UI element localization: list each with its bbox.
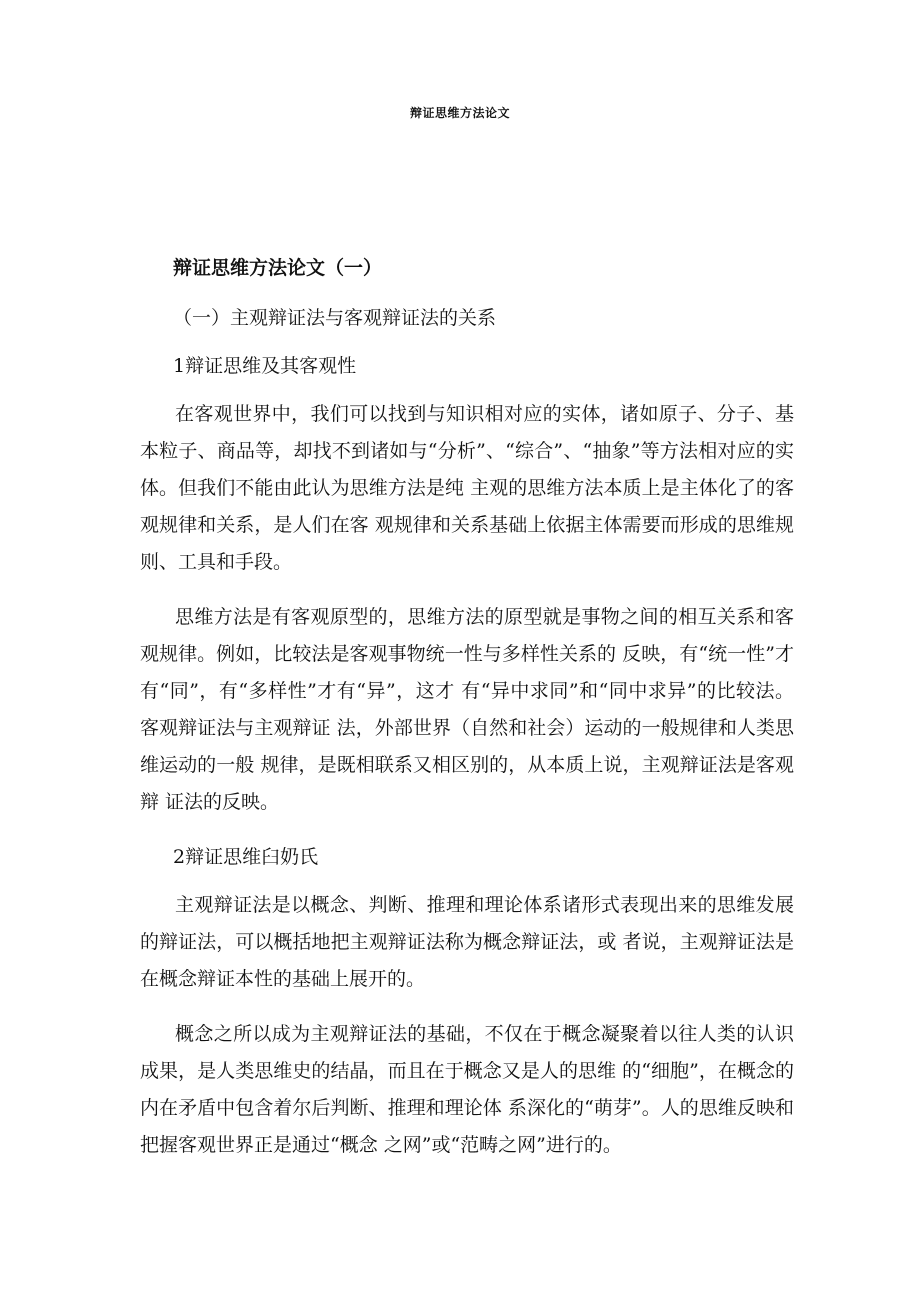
paragraph-3: 主观辩证法是以概念、判断、推理和理论体系诸形式表现出来的思维发展的辩证法，可以概括地把主观辩证法称为概念辩证法，或 者说，主观辩证法是在概念辩证本性的基础上展开的。 xyxy=(140,894,794,990)
paragraph-1: 在客观世界中，我们可以找到与知识相对应的实体，诸如原子、分子、基本粒子、商品等，却找不到诸如与“分析”、“综合”、“抽象”等方法相对应的实体。但我们不能由此认为思维方法是纯 主观的思维方法本质上是主体化了的客观规律和关系，是人们在客 观规律和关系基础上依据主体需要而形成的思维规则、工具和手段。 xyxy=(140,403,794,573)
paragraph-2: 思维方法是有客观原型的，思维方法的原型就是事物之间的相互关系和客观规律。例如，比较法是客观事物统一性与多样性关系的 反映，有“统一性”才有“同”，有“多样性”才有“异”，这才 有“异中求同”和“同中求异”的比较法。客观辩证法与主观辩证 法，外部世界（自然和社会）运动的一般规律和人类思维运动的一般 规律，是既相联系又相区别的，从本质上说，主观辩证法是客观辩 证法的反映。 xyxy=(140,606,794,813)
section-heading-1: （一）主观辩证法与客观辩证法的关系 xyxy=(173,307,497,329)
running-title: 辩证思维方法论文 xyxy=(409,106,510,120)
subsection-heading-1: 1辩证思维及其客观性 xyxy=(173,355,357,377)
article-heading: 辩证思维方法论文（一） xyxy=(173,257,383,279)
document-body xyxy=(140,250,794,1182)
paragraph-4: 概念之所以成为主观辩证法的基础，不仅在于概念凝聚着以往人类的认识成果，是人类思维史的结晶，而且在于概念又是人的思维 的“细胞”，在概念的内在矛盾中包含着尔后判断、推理和理论体 系深化的“萌芽”。人的思维反映和把握客观世界正是通过“概念 之网”或“范畴之网”进行的。 xyxy=(140,1023,794,1156)
subsection-heading-2: 2辩证思维臼奶氏 xyxy=(173,846,319,868)
